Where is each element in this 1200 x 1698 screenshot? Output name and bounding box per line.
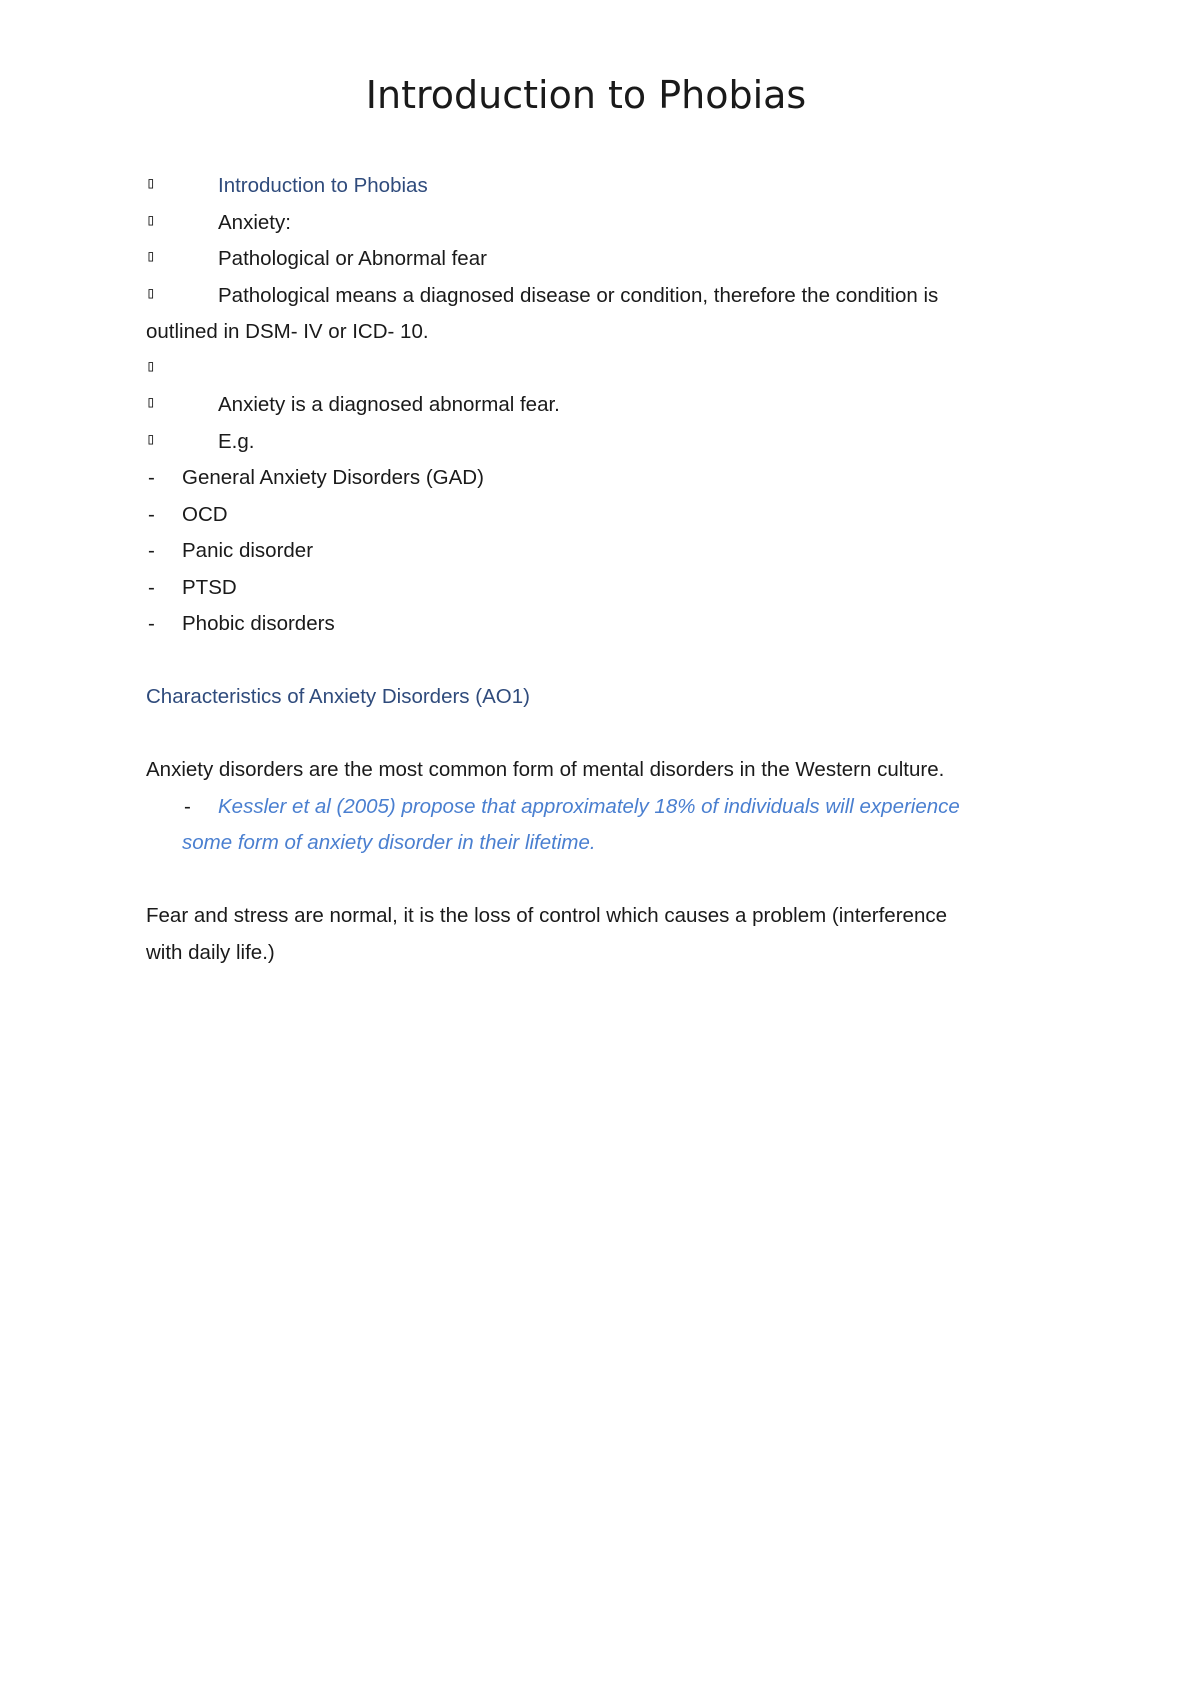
missing-glyph-box-icon: ▯	[146, 209, 156, 229]
dash-item-text: Panic disorder	[182, 539, 314, 562]
document-title: Introduction to Phobias	[365, 73, 807, 117]
dash-list-item	[146, 606, 1046, 643]
dash-item-text: OCD	[182, 502, 228, 526]
dash-list-item	[146, 460, 1046, 497]
citation-line1: Kessler et al (2005) propose that approximately 18% of individuals will experience	[218, 794, 960, 818]
dash-item-text: Phobic disorders	[182, 612, 335, 635]
bullet-item	[146, 205, 1046, 242]
citation-line2: some form of anxiety disorder in their lifetime.	[182, 831, 596, 854]
dash-marker: -	[148, 502, 155, 526]
citation-item	[146, 789, 1046, 862]
dash-marker: -	[148, 575, 155, 599]
missing-glyph-box-icon: ▯	[146, 428, 156, 448]
dash-list-item	[146, 570, 1046, 607]
dash-marker: -	[148, 466, 155, 489]
missing-glyph-box-icon: ▯	[146, 282, 156, 302]
missing-glyph-box-icon: ▯	[146, 173, 156, 192]
bullet-text: Anxiety:	[218, 210, 291, 234]
dash-item-text: General Anxiety Disorders (GAD)	[182, 466, 484, 489]
bullet-item	[146, 168, 1046, 205]
paragraph-line2: with daily life.)	[146, 940, 275, 964]
section-heading: Characteristics of Anxiety Disorders (AO1)	[146, 685, 530, 708]
bullet-text: Anxiety is a diagnosed abnormal fear.	[218, 393, 560, 416]
bullet-text: Introduction to Phobias	[218, 174, 428, 197]
missing-glyph-box-icon: ▯	[146, 392, 156, 411]
bullet-text: Pathological or Abnormal fear	[218, 247, 487, 270]
bullet-item	[146, 241, 1046, 278]
bullet-item	[146, 424, 1046, 461]
document-body	[146, 168, 1046, 971]
dash-marker: -	[184, 794, 191, 818]
bullet-item	[146, 351, 1046, 388]
dash-list-item	[146, 533, 1046, 570]
bullet-text-line2: outlined in DSM- IV or ICD- 10.	[146, 320, 429, 343]
dash-marker: -	[148, 612, 155, 635]
bullet-item	[146, 387, 1046, 424]
dash-item-text: PTSD	[182, 575, 237, 599]
bullet-text: E.g.	[218, 429, 255, 453]
paragraph: Anxiety disorders are the most common form of mental disorders in the Western culture.	[146, 758, 945, 781]
missing-glyph-box-icon: ▯	[146, 246, 156, 265]
bullet-text-line1: Pathological means a diagnosed disease or condition, therefore the condition is	[218, 283, 939, 307]
missing-glyph-box-icon: ▯	[146, 355, 156, 375]
bullet-item	[146, 278, 1046, 351]
dash-marker: -	[148, 539, 155, 562]
dash-list-item	[146, 497, 1046, 534]
paragraph	[146, 898, 1046, 971]
paragraph-line1: Fear and stress are normal, it is the loss of control which causes a problem (interference	[146, 904, 947, 927]
